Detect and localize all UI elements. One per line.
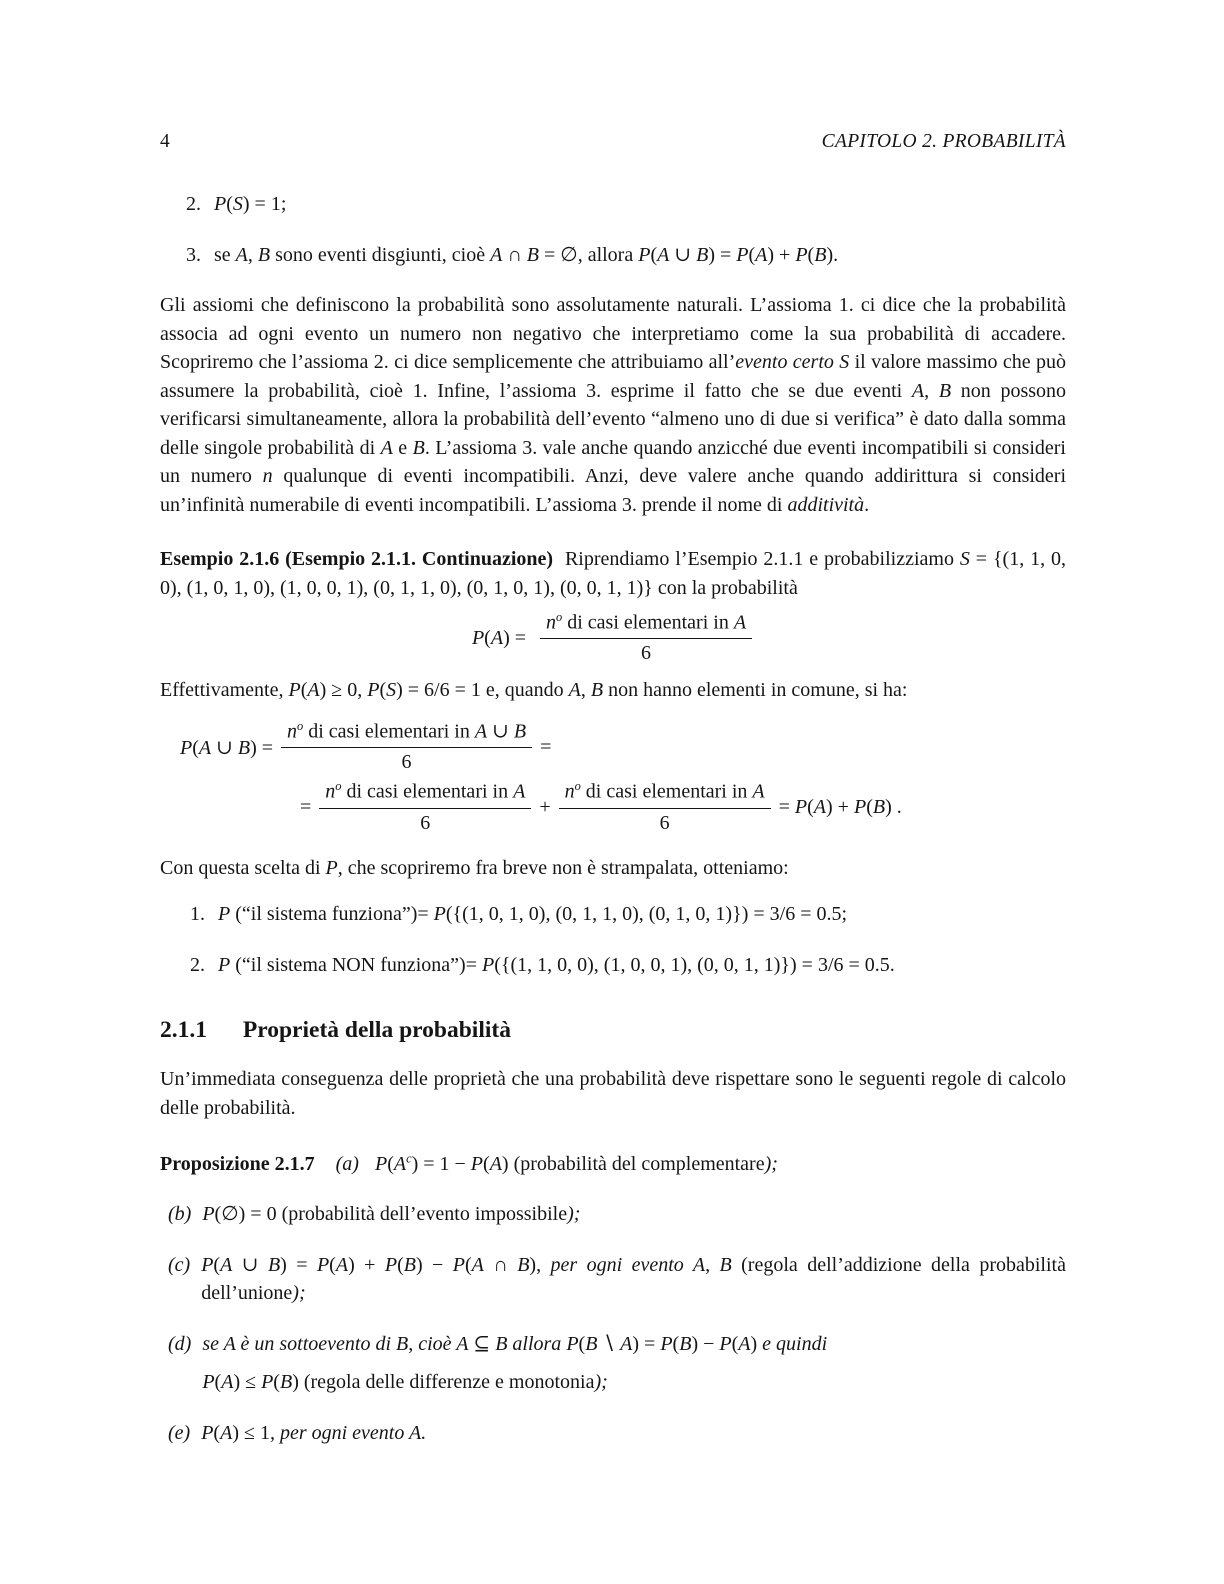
- text-run: );: [567, 1203, 581, 1226]
- text-run: (“il sistema NON funziona”): [230, 953, 466, 976]
- text-run: con la probabilità: [652, 576, 798, 599]
- text-run: = P({(1, 0, 1, 0), (0, 1, 1, 0), (0, 1, 0, 1)}) = 3/6 = 0.5;: [417, 903, 848, 926]
- text-run: non possono verificarsi simultaneamente, allora la probabilità dell’evento “almeno uno di due si verifica” è dato dalla somma delle singole probabilità di: [160, 379, 1067, 459]
- list-item: [168, 1200, 1066, 1229]
- text-run: probabilità del complementare: [520, 1152, 765, 1175]
- text-run: (probabilità dell’evento impossibile: [276, 1203, 568, 1226]
- text-run: di casi elementari in: [562, 611, 734, 634]
- list-item-text: [214, 190, 286, 219]
- text-run: allora: [507, 1332, 567, 1355]
- chapter-running-title: CAPITOLO 2. PROBABILITÀ: [821, 131, 1066, 152]
- list-item-text: [214, 241, 838, 270]
- paragraph-conseguenza: [160, 1065, 1066, 1122]
- list-item-text: [218, 951, 895, 980]
- fraction: [281, 719, 532, 775]
- text-run: );: [764, 1152, 778, 1175]
- fraction: [540, 610, 752, 666]
- text-run: additività: [787, 493, 865, 516]
- proposition-heading: Proposizione 2.1.7: [160, 1152, 315, 1175]
- equals-sign: [540, 736, 551, 759]
- page-header: [160, 130, 1066, 154]
- text-run: sono eventi disgiunti, cioè: [270, 243, 491, 266]
- fraction-denominator: 6: [420, 811, 431, 834]
- fraction-denominator: 6: [401, 751, 412, 774]
- text-run: n: [564, 780, 575, 803]
- proposition-item-label: (d): [168, 1332, 192, 1355]
- paragraph-esempio: [160, 545, 1066, 602]
- text-run: . L’assioma 3. vale anche quando anzicché due eventi incompatibili si consideri un numero: [160, 436, 1066, 487]
- list-item-number: 3.: [186, 243, 201, 266]
- text-run: Effettivamente,: [160, 679, 289, 702]
- text-run: A: [733, 611, 747, 634]
- text-run: B: [396, 1332, 409, 1355]
- text-run: .: [833, 243, 839, 266]
- page-number: 4: [160, 131, 170, 152]
- text-run: P(S) = 1;: [214, 193, 287, 215]
- text-run: è un sottoevento di: [235, 1332, 397, 1355]
- text-run: ) = 1 − P(A): [411, 1152, 509, 1175]
- text-run: S = {(1, 1, 0, 0), (1, 0, 1, 0), (1, 0, 0, 1), (0, 1, 1, 0), (0, 1, 0, 1), (0, 0, 1, 1)}: [160, 548, 1066, 599]
- results-list: [160, 900, 1066, 979]
- list-item: [190, 951, 1066, 980]
- proposition-item-text: [201, 1419, 426, 1448]
- fraction-numerator: [540, 610, 752, 639]
- text-run: n: [262, 465, 273, 487]
- text-run: , allora: [577, 243, 639, 266]
- text-run: c: [406, 1151, 412, 1166]
- text-run: (regola dell’addizione della probabilità dell’unione: [201, 1253, 1066, 1305]
- fraction-denominator: 6: [659, 811, 670, 834]
- text-run: P(S) = 6/6 = 1: [367, 679, 481, 702]
- text-run: , per ogni evento: [269, 1421, 409, 1444]
- text-run: .: [421, 1421, 427, 1444]
- text-run: n: [287, 720, 298, 743]
- list-item: [186, 190, 1066, 219]
- paragraph-con-questa: [160, 854, 1066, 883]
- text-run: Con questa scelta di: [160, 856, 326, 879]
- proposition-item-label: (c): [168, 1253, 191, 1276]
- text-run: .: [864, 493, 870, 516]
- fraction-numerator: [559, 779, 771, 808]
- text-run: = P(A) + P(B) .: [778, 796, 902, 819]
- text-run: P(A ∪ B) = P(A) + P(B) − P(A ∩ B),: [201, 1253, 542, 1276]
- text-run: P(A ∪ B) = P(A) + P(B): [638, 243, 834, 266]
- text-run: se: [202, 1332, 224, 1355]
- text-run: P(A) =: [471, 626, 527, 649]
- text-run: ,: [357, 679, 368, 702]
- text-run: il valore massimo che può assumere la probabilità, cioè 1. Infine, l’assioma 3. esprime il fatto che se due eventi: [160, 351, 1066, 402]
- equals-sign: [300, 796, 311, 819]
- text-run: per ogni evento: [541, 1253, 693, 1276]
- text-run: (: [508, 1152, 521, 1175]
- proposition-item-text: [202, 1330, 827, 1397]
- text-run: P(A) ≥ 0: [288, 679, 358, 702]
- text-run: e: [392, 436, 413, 459]
- fraction: [559, 779, 771, 835]
- paragraph-axioms: [160, 291, 1066, 519]
- text-run: A: [380, 436, 393, 459]
- equation-union-line2: [300, 779, 1066, 835]
- text-run: P: [218, 903, 231, 926]
- list-item-number: 2.: [190, 953, 205, 976]
- list-item: [190, 900, 1066, 929]
- text-run: =: [540, 735, 552, 758]
- text-run: );: [292, 1282, 306, 1305]
- text-run: A, B: [911, 379, 952, 402]
- text-run: Gli assiomi che definiscono la probabilità sono assolutamente naturali. L’assioma 1. ci dice che la probabilità associa ad ogni evento un numero non negativo che interpretiamo come la sua probabilità di accadere. Scopriremo che l’assioma 2. ci dice semplicemente che attribuiamo all’: [160, 294, 1066, 373]
- fraction-denominator: 6: [641, 642, 652, 665]
- list-item-number: 1.: [190, 903, 205, 926]
- plus-sign: [539, 796, 550, 819]
- text-run: A, B: [692, 1253, 732, 1276]
- text-run: A: [409, 1421, 422, 1444]
- text-run: P(B ∖ A) = P(B) − P(A): [566, 1332, 758, 1355]
- text-run: P(∅) = 0: [202, 1203, 277, 1226]
- text-run: n: [325, 780, 336, 803]
- equation-lhs: [180, 735, 273, 760]
- text-run: );: [594, 1371, 608, 1394]
- text-run: non hanno elementi in comune, si ha:: [603, 679, 908, 702]
- proposition-item-label: (a): [335, 1152, 359, 1175]
- text-run: n: [546, 611, 557, 634]
- text-run: B: [412, 436, 425, 459]
- text-run: P(A ∪ B) =: [180, 736, 274, 759]
- list-item: [168, 1330, 1066, 1397]
- proposition-first-line: [160, 1144, 1066, 1178]
- text-run: (“il sistema funziona”): [230, 903, 418, 926]
- section-title: Proprietà della probabilità: [242, 1017, 511, 1044]
- section-number: 2.1.1: [160, 1017, 207, 1044]
- text-run: , cioè: [408, 1332, 457, 1355]
- text-run: e quindi: [757, 1332, 828, 1355]
- proposition-item-text: [201, 1251, 1066, 1308]
- equation-result: [779, 796, 902, 819]
- text-run: se: [214, 243, 236, 266]
- fraction-numerator: [281, 719, 532, 748]
- text-run: , che scopriremo fra breve non è strampalata, otteniamo:: [337, 856, 789, 879]
- paragraph-effettivamente: [160, 676, 1066, 705]
- text-run: P: [218, 953, 231, 976]
- axiom-list: [160, 190, 1066, 269]
- section-heading: [160, 1015, 1066, 1045]
- text-run: A ∪ B: [474, 720, 527, 743]
- text-run: = P({(1, 1, 0, 0), (1, 0, 0, 1), (0, 0, 1, 1)}) = 3/6 = 0.5.: [465, 953, 895, 976]
- text-run: A: [752, 780, 765, 803]
- list-item: [168, 1419, 1066, 1448]
- formula-lhs: [472, 627, 526, 650]
- text-run: o: [335, 779, 342, 794]
- text-run: A: [513, 780, 526, 803]
- proposition-item-label: (e): [168, 1421, 191, 1444]
- fraction-numerator: [319, 779, 531, 808]
- proposition-item-text: [202, 1200, 580, 1229]
- text-run: Esempio 2.1.6 (Esempio 2.1.1. Continuazione): [160, 548, 554, 570]
- text-run: o: [574, 779, 581, 794]
- text-run: P(A) ≤ 1: [201, 1421, 270, 1444]
- text-run: o: [556, 610, 563, 624]
- proposition-item-text: [375, 1153, 778, 1175]
- text-run: (regola delle differenze e monotonia: [298, 1371, 595, 1394]
- text-run: evento certo: [735, 351, 834, 373]
- text-run: di casi elementari in: [580, 780, 753, 803]
- text-run: P: [325, 856, 338, 879]
- text-run: e, quando: [480, 679, 569, 702]
- list-item-number: 2.: [186, 193, 201, 215]
- text-run: P(A: [374, 1152, 407, 1175]
- list-item: [186, 241, 1066, 270]
- proposition-item-text-line2: [202, 1368, 827, 1397]
- text-run: di casi elementari in: [303, 720, 475, 743]
- text-run: =: [300, 796, 312, 819]
- text-run: o: [297, 718, 304, 733]
- proposition-list: [160, 1200, 1066, 1447]
- list-item: [168, 1251, 1066, 1308]
- text-run: Un’immediata conseguenza delle proprietà che una probabilità deve rispettare sono le seguenti regole di calcolo delle probabilità.: [160, 1068, 1066, 1119]
- text-run: A, B: [235, 243, 271, 266]
- proposition-item-label: (b): [168, 1203, 192, 1226]
- text-run: A, B: [568, 679, 604, 702]
- list-item-text: [218, 900, 847, 929]
- text-run: +: [539, 796, 551, 819]
- formula-probability-definition: [160, 610, 1066, 666]
- equation-union-line1: [180, 719, 1066, 775]
- text-run: A ⊆ B: [456, 1332, 508, 1355]
- text-run: qualunque di eventi incompatibili. Anzi, deve valere anche quando addirittura si consideri un’infinità numerabile di eventi incompatibili. L’assioma 3. prende il nome di: [160, 465, 1067, 516]
- text-run: A ∩ B = ∅: [490, 243, 578, 266]
- fraction: [319, 779, 531, 835]
- text-run: P(A) ≤ P(B): [202, 1371, 299, 1394]
- text-run: Riprendiamo l’Esempio 2.1.1 e probabilizziamo: [559, 548, 960, 570]
- text-run: di casi elementari in: [341, 780, 514, 803]
- text-run: A: [223, 1332, 236, 1355]
- text-run: S: [839, 351, 850, 373]
